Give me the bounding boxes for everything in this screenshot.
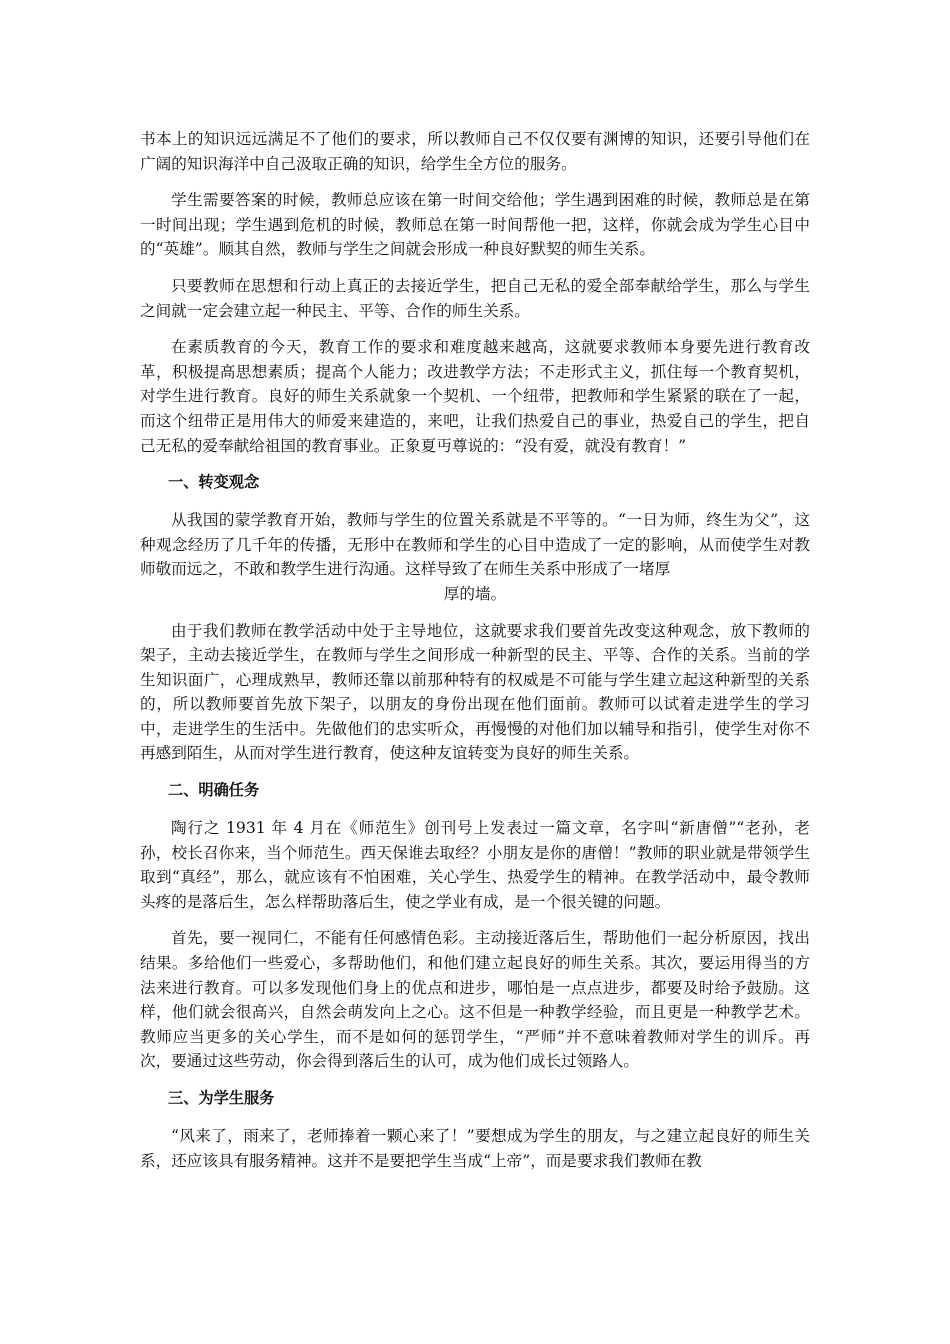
- paragraph: 在素质教育的今天，教育工作的要求和难度越来越高，这就要求教师本身要先进行教育改革，积极提高思想素质；提高个人能力；改进教学方法；不走形式主义，抓住每一个教育契机，对学生进行教育。良好的师生关系就象一个契机、一个纽带，把教师和学生紧紧的联在了一起，而这个纽带正是用伟大的师爱来建造的，来吧，让我们热爱自己的事业，热爱自己的学生，把自己无私的爱奉献给祖国的教育事业。正象夏丏尊说的：“没有爱，就没有教育！”: [140, 338, 810, 455]
- paragraph: “风来了，雨来了，老师捧着一颗心来了！”要想成为学生的朋友，与之建立起良好的师生关系，还应该具有服务精神。这并不是要把学生当成“上帝”，而是要求我们教师在教: [140, 1127, 810, 1170]
- section-heading-1: 一、转变观念: [168, 473, 260, 492]
- paragraph: 学生需要答案的时候，教师总应该在第一时间交给他；学生遇到困难的时候，教师总是在第一时间出现；学生遇到危机的时候，教师总在第一时间帮他一把，这样，你就会成为学生心目中的“英雄”。顺其自然，教师与学生之间就会形成一种良好默契的师生关系。: [140, 191, 810, 259]
- paragraph: [140, 508, 810, 606]
- paragraph: 只要教师在思想和行动上真正的去接近学生，把自己无私的爱全部奉献给学生，那么与学生之间就一定会建立起一种民主、平等、合作的师生关系。: [140, 276, 810, 320]
- document-body: [140, 127, 810, 1185]
- paragraph: 书本上的知识远远满足不了他们的要求，所以教师自己不仅仅要有渊博的知识，还要引导他们在广阔的知识海洋中自己汲取正确的知识，给学生全方位的服务。: [140, 130, 810, 173]
- section-heading-3: 三、为学生服务: [168, 1089, 275, 1107]
- paragraph: 陶行之 1931 年 4 月在《师范生》创刊号上发表过一篇文章，名字叫“新唐僧”“老孙，老孙，校长召你来，当个师范生。西天保谁去取经？小朋友是你的唐僧！”教师的职业就是带领学生取到“真经”，那么，就应该有不怕困难，关心学生、热爱学生的精神。在教学活动中，最令教师头疼的是落后生，怎么样帮助落后生，使之学业有成，是一个很关键的问题。: [140, 819, 810, 911]
- paragraph-tail: 厚的墙。: [443, 584, 507, 603]
- paragraph: 由于我们教师在教学活动中处于主导地位，这就要求我们要首先改变这种观念，放下教师的架子，主动去接近学生，在教师与学生之间形成一种新型的民主、平等、合作的关系。当前的学生知识面广，心理成熟早，教师还靠以前那种特有的权威是不可能与学生建立起这种新型的关系的，所以教师要首先放下架子，以朋友的身份出现在他们面前。教师可以试着走进学生的学习中，走进学生的生活中。先做他们的忠实听众，再慢慢的对他们加以辅导和指引，使学生对你不再感到陌生，从而对学生进行教育，使这种友谊转变为良好的师生关系。: [140, 621, 810, 763]
- paragraph: 首先，要一视同仁，不能有任何感情色彩。主动接近落后生，帮助他们一起分析原因，找出结果。多给他们一些爱心，多帮助他们，和他们建立起良好的师生关系。其次，要运用得当的方法来进行教育。可以多发现他们身上的优点和进步，哪怕是一点点进步，都要及时给予鼓励。这样，他们就会很高兴，自然会萌发向上之心。这不但是一种教学经验，而且更是一种教学艺术。教师应当更多的关心学生，而不是如何的惩罚学生，“严师”并不意味着教师对学生的训斥。再次，要通过这些劳动，你会得到落后生的认可，成为他们成长过领路人。: [140, 929, 810, 1071]
- section-heading-2: 二、明确任务: [168, 781, 260, 800]
- paragraph-text: 从我国的蒙学教育开始，教师与学生的位置关系就是不平等的。“一日为师，终生为父”，这种观念经历了几千年的传播，无形中在教师和学生的心目中造成了一定的影响，从而使学生对教师敬而远之，不敢和教学生进行沟通。这样导致了在师生关系中形成了一堵厚: [140, 511, 810, 579]
